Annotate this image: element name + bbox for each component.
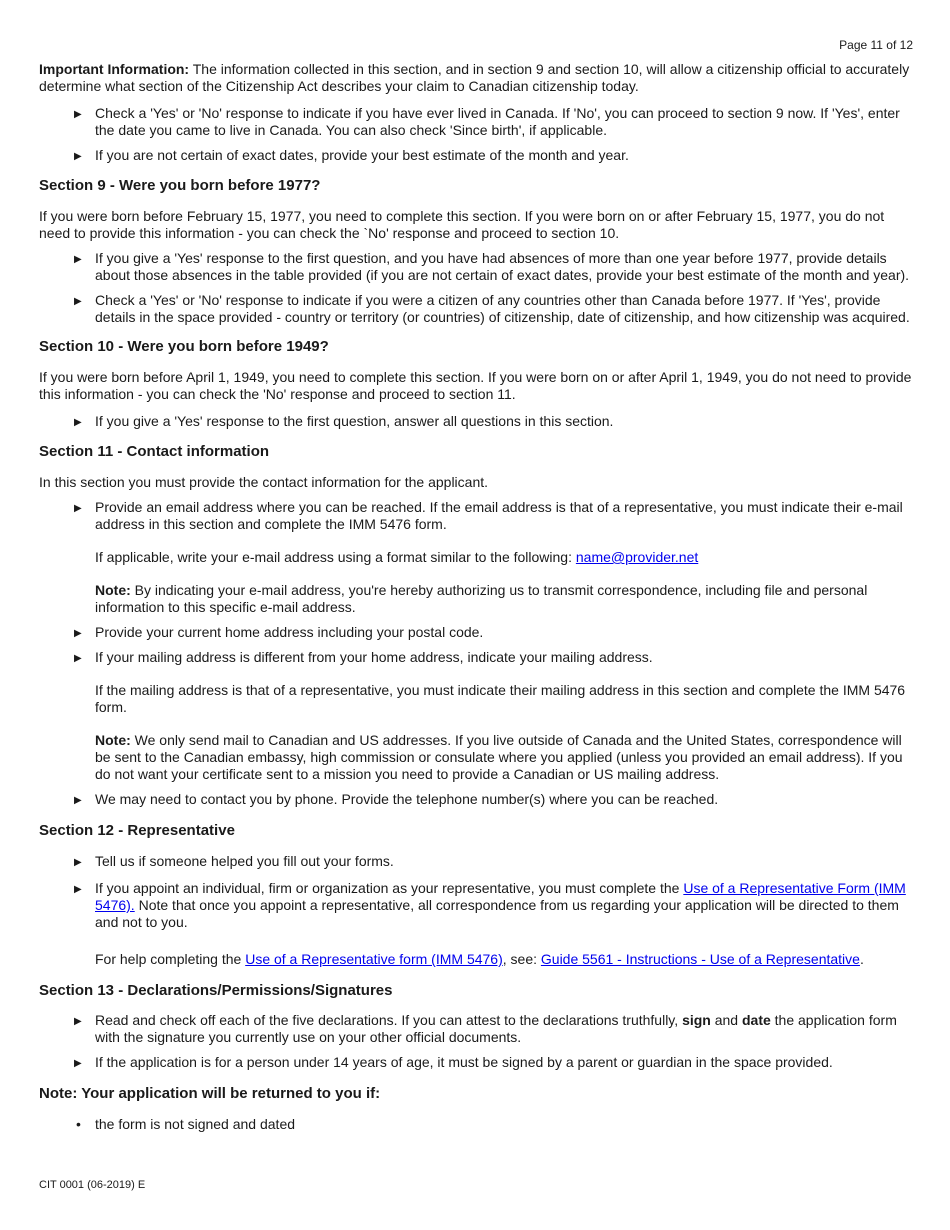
representative-help-line: For help completing the Use of a Representative form (IMM 5476), see: Guide 5561 - Instructions - Use of a Representative. <box>95 951 864 967</box>
important-label: Important Information: <box>39 61 190 77</box>
email-bullet-text: Provide an email address where you can be reached. If the email address is that of a representative, you must indicate their e-mail address in this section and complete the IMM 5476 form. <box>95 499 903 532</box>
section-11-intro: In this section you must provide the contact information for the applicant. <box>39 474 489 490</box>
returned-note-heading: Note: Your application will be returned to you if: <box>39 1085 381 1102</box>
section-10-heading: Section 10 - Were you born before 1949? <box>39 338 329 355</box>
form-code-footer: CIT 0001 (06-2019) E <box>39 1179 146 1191</box>
section-13-bullets <box>39 1012 913 1071</box>
document-page <box>39 0 913 1133</box>
important-information <box>39 61 913 95</box>
list-item: ▶ If you give a 'Yes' response to the first question, answer all questions in this section. <box>39 413 913 430</box>
list-item: ▶ If you give a 'Yes' response to the first question, and you have had absences of more than one year before 1977, provide details about those absences in the table provided (if you are not certain of exact dates, provide your best estimate of the month and year). <box>39 250 913 284</box>
section-10-intro: If you were born before April 1, 1949, you need to complete this section. If you were born on or after April 1, 1949, you do not need to provide this information - you can check the 'No' response and proceed to section 11. <box>39 369 912 402</box>
email-format-line: If applicable, write your e-mail address using a format similar to the following: name@provider.net <box>95 549 699 565</box>
email-note: Note: By indicating your e-mail address, you're hereby authorizing us to transmit correspondence, including file and personal information to this specific e-mail address. <box>95 582 868 615</box>
list-item: ▶ Provide your current home address including your postal code. <box>39 624 913 641</box>
section-13-heading: Section 13 - Declarations/Permissions/Signatures <box>39 982 393 999</box>
mailing-note: Note: We only send mail to Canadian and US addresses. If you live outside of Canada and the United States, correspondence will be sent to the Canadian embassy, high commission or consulate where you applied (unless you provided an email address). If you do not want your certificate sent to a mission you need to provide a Canadian or US mailing address. <box>95 732 903 782</box>
list-item <box>39 499 913 616</box>
page-number: Page 11 of 12 <box>839 38 913 52</box>
list-item: • the form is not signed and dated <box>39 1116 913 1133</box>
representative-form-link[interactable]: Use of a Representative Form (IMM 5476). <box>95 880 906 913</box>
list-item: ▶ Read and check off each of the five declarations. If you can attest to the declarations truthfully, sign and date the application form with the signature you currently use on your other official documents. <box>39 1012 913 1046</box>
section-11-bullets <box>39 499 913 808</box>
important-bullets <box>39 105 913 164</box>
returned-note-list <box>39 1116 913 1133</box>
important-text: The information collected in this section, and in section 9 and section 10, will allow a citizenship official to accurately determine what section of the Citizenship Act describes your claim to Canadian citizenship today. <box>39 61 910 94</box>
mailing-representative-text: If the mailing address is that of a representative, you must indicate their mailing address in this section and complete the IMM 5476 form. <box>95 682 906 715</box>
section-9-bullets <box>39 250 913 326</box>
email-example-link[interactable]: name@provider.net <box>575 549 699 565</box>
list-item: ▶ We may need to contact you by phone. Provide the telephone number(s) where you can be reached. <box>39 791 913 808</box>
section-12-heading: Section 12 - Representative <box>39 822 235 839</box>
list-item <box>39 649 913 783</box>
list-item: ▶ If you are not certain of exact dates, provide your best estimate of the month and year. <box>39 147 913 164</box>
list-item: ▶ Check a 'Yes' or 'No' response to indicate if you were a citizen of any countries other than Canada before 1977. If 'Yes', provide details in the space provided - country or territory (or countries) of citizenship, date of citizenship, and how citizenship was acquired. <box>39 292 913 326</box>
list-item: ▶ Tell us if someone helped you fill out your forms. <box>39 853 913 870</box>
list-item: ▶ If you appoint an individual, firm or organization as your representative, you must complete the Use of a Representative Form (IMM 5476). Note that once you appoint a representative, all correspondence from us regarding your application will be directed to them and not to you. For help completing the Use of a Representative form (IMM 5476), see: Guide 5561 - Instructions - Use of a Representative. <box>39 880 913 968</box>
list-item: ▶ Check a 'Yes' or 'No' response to indicate if you have ever lived in Canada. If 'No', you can proceed to section 9 now. If 'Yes', enter the date you came to live in Canada. You can also check 'Since birth', if applicable. <box>39 105 913 139</box>
section-11-heading: Section 11 - Contact information <box>39 443 270 460</box>
section-9-heading: Section 9 - Were you born before 1977? <box>39 177 321 194</box>
guide-5561-link[interactable]: Guide 5561 - Instructions - Use of a Representative <box>540 951 860 967</box>
section-12-bullets <box>39 853 913 968</box>
section-10-bullets <box>39 413 913 430</box>
representative-form-link-2[interactable]: Use of a Representative form (IMM 5476) <box>245 951 503 967</box>
list-item: ▶ If the application is for a person under 14 years of age, it must be signed by a parent or guardian in the space provided. <box>39 1054 913 1071</box>
mailing-bullet-text: If your mailing address is different from your home address, indicate your mailing address. <box>95 649 653 665</box>
section-9-intro: If you were born before February 15, 1977, you need to complete this section. If you were born on or after February 15, 1977, you do not need to provide this information - you can check the `No' response and proceed to section 10. <box>39 208 885 241</box>
